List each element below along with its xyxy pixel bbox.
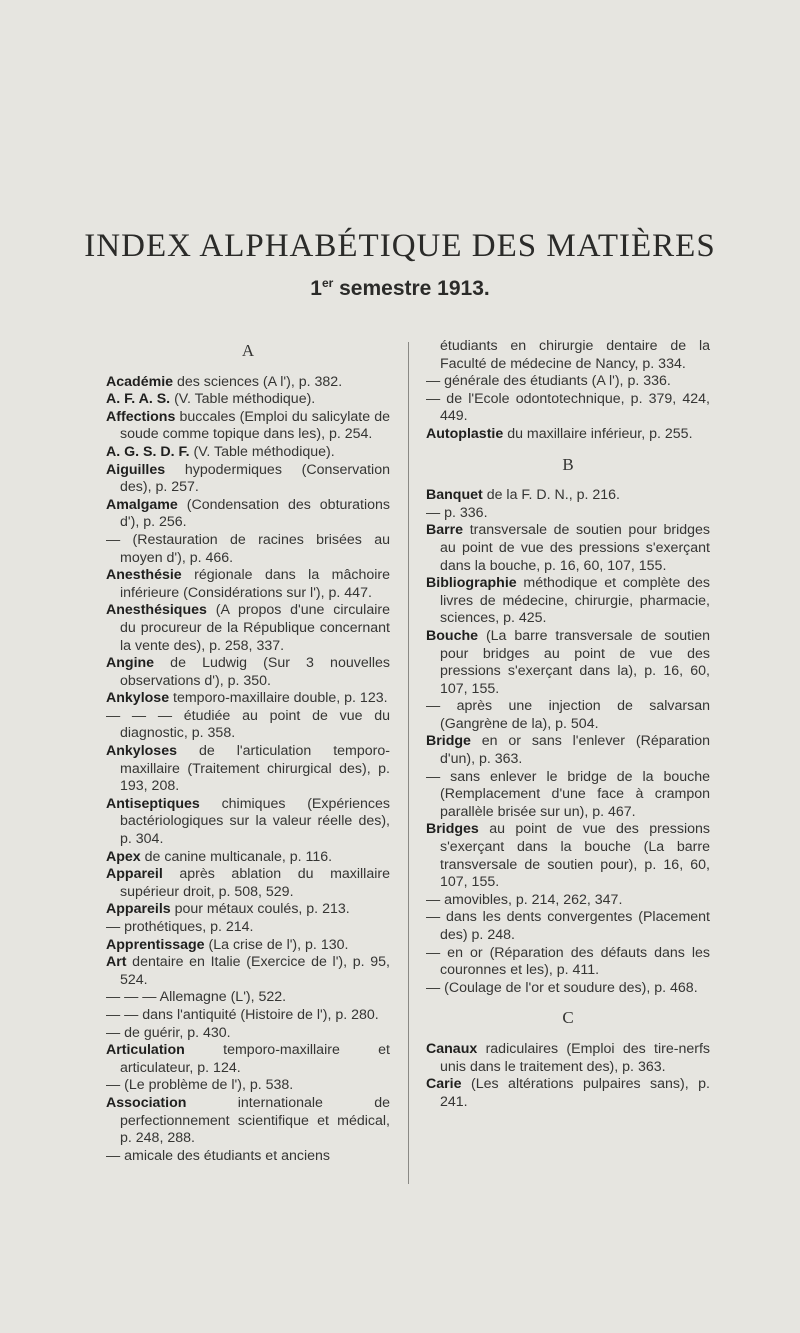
entry-text: de l'articulation temporo-maxillaire (Traitement chirurgical des), p. 193, 208. <box>120 743 390 795</box>
entry-heading: Autoplastie <box>426 425 504 442</box>
index-entry <box>426 821 710 891</box>
entry-text: (V. Table méthodique). <box>189 443 335 460</box>
entry-text: internationale de perfectionnement scientifique et médical, p. 248, 288. <box>120 1094 390 1147</box>
section-letter-c: C <box>562 1008 574 1028</box>
entry-heading: Bridge <box>426 733 471 750</box>
entry-text: du maxillaire inférieur, p. 255. <box>503 425 693 442</box>
entry-text: de Ludwig (Sur 3 nouvelles observations d'), p. 350. <box>120 655 390 689</box>
page-subtitle <box>0 276 800 301</box>
index-entry <box>426 487 710 505</box>
entry-heading: Appareil <box>106 866 163 883</box>
entry-text: transversale de soutien pour bridges au point de vue des pressions s'exerçant dans la bouche, p. 16, 60, 107, 155. <box>440 522 710 574</box>
entry-heading: Académie <box>106 373 174 390</box>
index-entry <box>106 1148 390 1166</box>
index-entry <box>426 426 710 444</box>
entry-text: méthodique et complète des livres de médecine, chirurgie, pharmacie, sciences, p. 425. <box>440 575 710 627</box>
index-entry <box>426 980 710 998</box>
entry-heading: Apex <box>106 848 141 865</box>
index-entry <box>106 655 390 690</box>
index-entry <box>106 602 390 655</box>
index-entry <box>106 866 390 901</box>
entries-b <box>426 487 710 997</box>
entry-heading: Banquet <box>426 487 483 504</box>
entry-heading: Amalgame <box>106 496 178 513</box>
index-entry <box>106 743 390 796</box>
entry-text: — — — étudiée au point de vue du diagnostic, p. 358. <box>106 707 390 742</box>
entry-text: — (Restauration de racines brisées au moyen d'), p. 466. <box>106 531 390 566</box>
entry-text: — de guérir, p. 430. <box>106 1024 231 1041</box>
index-entry <box>106 1042 390 1077</box>
entry-heading: Anesthésie <box>106 567 182 584</box>
subtitle-rest: semestre 1913. <box>333 277 490 300</box>
entry-text: après ablation du maxillaire supérieur droit, p. 508, 529. <box>120 866 390 900</box>
entry-text: en or sans l'enlever (Réparation d'un), p. 363. <box>440 733 710 768</box>
subtitle-prefix: 1 <box>310 277 322 300</box>
entry-heading: Ankylose <box>106 690 170 707</box>
entry-text: chimiques (Expériences bactériologiques sur la valeur réelle des), p. 304. <box>120 795 390 848</box>
index-entry <box>106 901 390 919</box>
entry-text: — de l'Ecole odontotechnique, p. 379, 424, 449. <box>426 390 710 425</box>
entry-heading: Canaux <box>426 1040 478 1057</box>
entry-text: (Les altérations pulpaires sans), p. 241. <box>440 1076 710 1110</box>
continued-entry: étudiants en chirurgie dentaire de la Faculté de médecine de Nancy, p. 334. <box>440 338 710 372</box>
index-entry <box>106 409 390 444</box>
entry-text: — sans enlever le bridge de la bouche (Remplacement d'une face à crampon parallèle brisée sur un), p. 467. <box>426 768 710 820</box>
entry-text: — prothétiques, p. 214. <box>106 919 254 935</box>
entry-text: des sciences (A l'), p. 382. <box>173 373 343 390</box>
entry-text: — (Coulage de l'or et soudure des), p. 468. <box>426 979 698 996</box>
index-entry <box>106 1095 390 1148</box>
entry-heading: Antiseptiques <box>106 795 200 812</box>
entry-heading: A. F. A. S. <box>106 391 171 408</box>
entry-text: buccales (Emploi du salicylate de soude comme topique dans les), p. 254. <box>120 408 390 443</box>
index-entry <box>426 1076 710 1111</box>
index-entry <box>106 1007 390 1025</box>
entries-a-left <box>106 374 390 1166</box>
column-divider <box>408 342 409 1184</box>
section-letter-b: B <box>562 454 574 474</box>
entry-heading: Bibliographie <box>426 575 517 592</box>
index-entry <box>426 698 710 733</box>
index-entry <box>426 945 710 980</box>
index-entry <box>106 1025 390 1043</box>
entry-heading: Anesthésiques <box>106 602 207 619</box>
entry-heading: Appareils <box>106 901 171 918</box>
entry-text: (La barre transversale de soutien pour bridges au point de vue des pressions s'exerçant dans la), p. 16, 60, 107, 155. <box>440 627 710 697</box>
entry-heading: Barre <box>426 522 464 539</box>
entry-text: — p. 336. <box>426 504 488 521</box>
index-entry <box>426 522 710 575</box>
index-entry <box>426 909 710 944</box>
entry-text: régionale dans la mâchoire inférieure (Considérations sur l'), p. 447. <box>120 567 390 601</box>
entry-heading: Art <box>106 954 127 971</box>
entry-heading: Aiguilles <box>106 461 166 478</box>
index-entry <box>106 989 390 1007</box>
entry-text: (La crise de l'), p. 130. <box>204 936 349 953</box>
entry-text: dentaire en Italie (Exercice de l'), p. 95, 524. <box>120 954 390 988</box>
entry-heading: Apprentissage <box>106 936 205 953</box>
entry-heading: Association <box>106 1094 187 1111</box>
entry-text: — amovibles, p. 214, 262, 347. <box>426 891 623 908</box>
index-entry <box>426 1041 710 1076</box>
index-entry <box>426 628 710 698</box>
entry-text: — (Le problème de l'), p. 538. <box>106 1077 294 1094</box>
entry-heading: A. G. S. D. F. <box>106 443 190 460</box>
entry-heading: Bridges <box>426 821 479 838</box>
index-entry <box>106 391 390 409</box>
entry-text: pour métaux coulés, p. 213. <box>170 901 350 918</box>
index-entry <box>426 733 710 768</box>
entry-text: de la F. D. N., p. 216. <box>482 487 620 504</box>
index-entry <box>426 769 710 822</box>
index-entry <box>426 391 710 426</box>
entry-heading: Bouche <box>426 627 479 644</box>
entry-heading: Carie <box>426 1076 462 1093</box>
entry-text: — après une injection de salvarsan (Gangrène de la), p. 504. <box>426 698 710 732</box>
index-entry <box>106 937 390 955</box>
entries-c <box>426 1041 710 1111</box>
index-entry <box>426 575 710 628</box>
index-entry <box>426 505 710 523</box>
entry-text: — — dans l'antiquité (Histoire de l'), p. 280. <box>106 1006 379 1023</box>
index-entry <box>106 532 390 567</box>
subtitle-superscript: er <box>321 276 334 290</box>
index-entry <box>426 373 710 391</box>
index-entry <box>106 690 390 708</box>
right-column <box>426 338 710 1111</box>
index-entry <box>106 567 390 602</box>
entry-text: temporo-maxillaire double, p. 123. <box>169 690 388 707</box>
entry-text: (Condensation des obturations d'), p. 256. <box>120 496 390 531</box>
entry-text: (A propos d'une circulaire du procureur de la République concernant la vente des), p. 258, 337. <box>120 602 390 654</box>
index-entry <box>106 954 390 989</box>
entry-text: — en or (Réparation des défauts dans les couronnes et les), p. 411. <box>426 944 710 979</box>
index-entry <box>426 892 710 910</box>
page-title: INDEX ALPHABÉTIQUE DES MATIÈRES <box>84 228 716 264</box>
index-entry <box>106 919 390 937</box>
entry-heading: Angine <box>106 655 155 672</box>
entry-text: temporo-maxillaire et articulateur, p. 124. <box>120 1042 390 1076</box>
index-entry <box>106 497 390 532</box>
left-column <box>106 338 390 1165</box>
entry-text: de canine multicanale, p. 116. <box>140 848 333 865</box>
index-entry <box>106 708 390 743</box>
entry-heading: Articulation <box>106 1042 185 1059</box>
index-entry <box>106 849 390 867</box>
entry-text: — amicale des étudiants et anciens <box>106 1147 330 1164</box>
index-entry <box>106 444 390 462</box>
entry-text: — générale des étudiants (A l'), p. 336. <box>426 373 671 390</box>
index-entry <box>106 796 390 849</box>
entry-text: hypodermiques (Conservation des), p. 257. <box>120 461 390 496</box>
index-entry <box>106 462 390 497</box>
entry-text: (V. Table méthodique). <box>170 391 316 408</box>
section-letter-a: A <box>241 341 255 360</box>
entry-text: — dans les dents convergentes (Placement des) p. 248. <box>426 909 710 943</box>
entry-heading: Ankyloses <box>106 743 177 760</box>
entry-heading: Affections <box>106 408 176 425</box>
entry-text: au point de vue des pressions s'exerçant dans la bouche (La barre transversale de soutien pour), p. 16, 60, 107, 155. <box>440 821 710 891</box>
index-entry <box>106 1077 390 1095</box>
entry-text: radiculaires (Emploi des tire-nerfs unis dans le traitement des), p. 363. <box>440 1040 710 1075</box>
entry-text: — — — Allemagne (L'), 522. <box>106 989 287 1006</box>
entries-a-right <box>426 373 710 443</box>
index-entry <box>106 374 390 392</box>
